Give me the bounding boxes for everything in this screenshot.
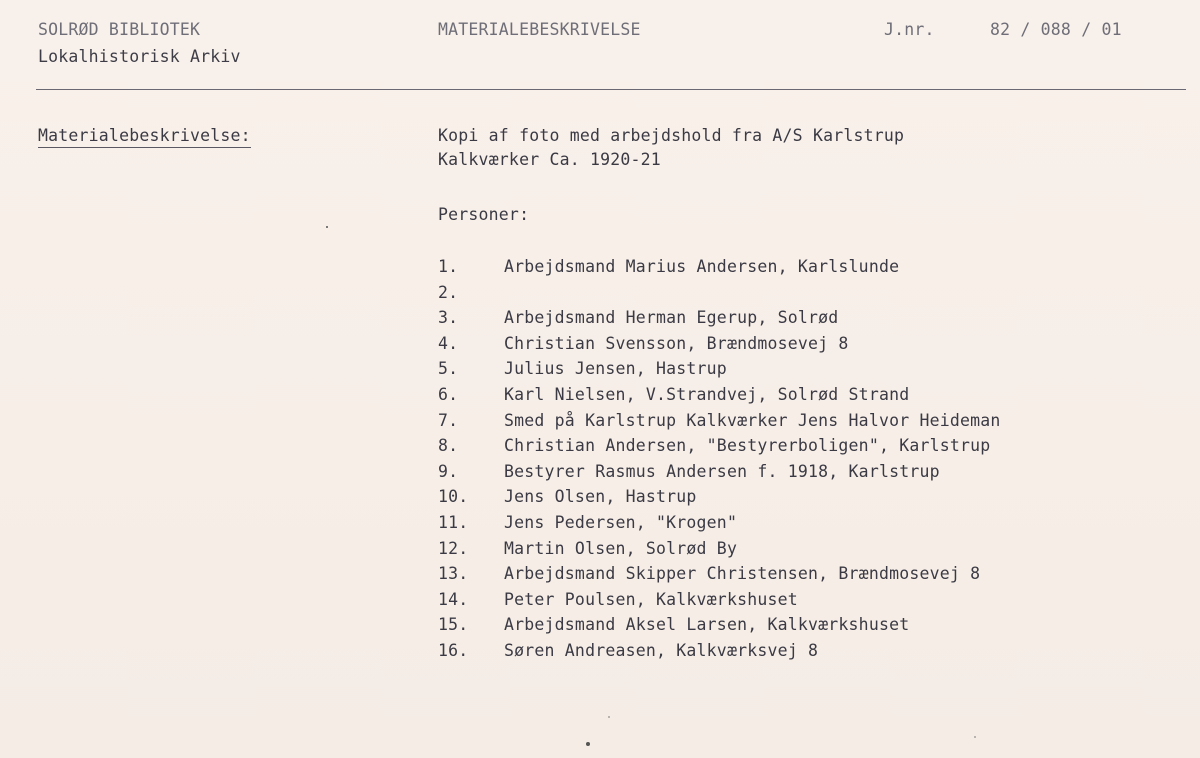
person-number: 6. <box>438 384 459 404</box>
persons-list <box>438 256 1001 666</box>
person-name: Arbejdsmand Aksel Larsen, Kalkværkshuset <box>504 615 910 635</box>
person-number: 3. <box>438 308 459 328</box>
person-name: Christian Svensson, Brændmosevej 8 <box>504 333 849 353</box>
person-number: 7. <box>438 410 459 430</box>
person-name: Arbejdsmand Marius Andersen, Karlslunde <box>504 257 900 276</box>
person-number: 9. <box>438 461 459 481</box>
person-name: Bestyrer Rasmus Andersen f. 1918, Karlstrup <box>504 461 940 481</box>
paper-speck <box>326 226 328 228</box>
journal-number-label: J.nr. <box>884 20 935 39</box>
person-number: 8. <box>438 436 459 456</box>
person-number: 1. <box>438 257 459 276</box>
person-number: 11. <box>438 512 469 532</box>
paper-speck <box>586 742 590 746</box>
form-title: MATERIALEBESKRIVELSE <box>438 20 641 39</box>
person-item <box>438 358 1001 384</box>
person-item <box>438 640 1001 666</box>
person-name: Jens Olsen, Hastrup <box>504 487 697 507</box>
person-number: 2. <box>438 282 459 302</box>
person-item <box>438 512 1001 538</box>
description-line-2: Kalkværker Ca. 1920-21 <box>438 150 661 169</box>
person-number: 4. <box>438 333 459 353</box>
paper-speck <box>974 736 976 738</box>
person-number: 15. <box>438 615 469 635</box>
person-item <box>438 435 1001 461</box>
person-item <box>438 538 1001 564</box>
paper-speck <box>608 716 610 718</box>
person-item <box>438 256 1001 282</box>
person-item <box>438 410 1001 436</box>
description-line-1: Kopi af foto med arbejdshold fra A/S Karlstrup <box>438 126 905 145</box>
person-item <box>438 282 1001 308</box>
person-name: Jens Pedersen, "Krogen" <box>504 512 738 532</box>
person-item <box>438 384 1001 410</box>
person-number: 5. <box>438 359 459 379</box>
person-item <box>438 589 1001 615</box>
section-label: Materialebeskrivelse: <box>38 126 251 148</box>
person-item <box>438 563 1001 589</box>
person-item <box>438 461 1001 487</box>
person-number: 16. <box>438 640 469 660</box>
person-item <box>438 307 1001 333</box>
person-item <box>438 333 1001 359</box>
person-name: Peter Poulsen, Kalkværkshuset <box>504 589 798 609</box>
person-number: 14. <box>438 589 469 609</box>
person-name: Søren Andreasen, Kalkværksvej 8 <box>504 640 819 660</box>
archive-name: Lokalhistorisk Arkiv <box>38 47 241 66</box>
person-name: Smed på Karlstrup Kalkværker Jens Halvor Heideman <box>504 410 1001 430</box>
person-name: Arbejdsmand Herman Egerup, Solrød <box>504 308 839 328</box>
person-number: 13. <box>438 564 469 584</box>
person-item <box>438 486 1001 512</box>
library-name: SOLRØD BIBLIOTEK <box>38 20 201 39</box>
person-name: Martin Olsen, Solrød By <box>504 538 738 558</box>
journal-number-value: 82 / 088 / 01 <box>990 20 1122 39</box>
persons-heading: Personer: <box>438 205 530 224</box>
person-name: Christian Andersen, "Bestyrerboligen", Karlstrup <box>504 436 991 456</box>
person-item <box>438 614 1001 640</box>
header-divider <box>36 89 1186 90</box>
person-name: Arbejdsmand Skipper Christensen, Brændmosevej 8 <box>504 564 981 584</box>
person-number: 10. <box>438 487 469 507</box>
person-number: 12. <box>438 538 469 558</box>
person-name: Karl Nielsen, V.Strandvej, Solrød Strand <box>504 384 910 404</box>
person-name: Julius Jensen, Hastrup <box>504 359 727 379</box>
